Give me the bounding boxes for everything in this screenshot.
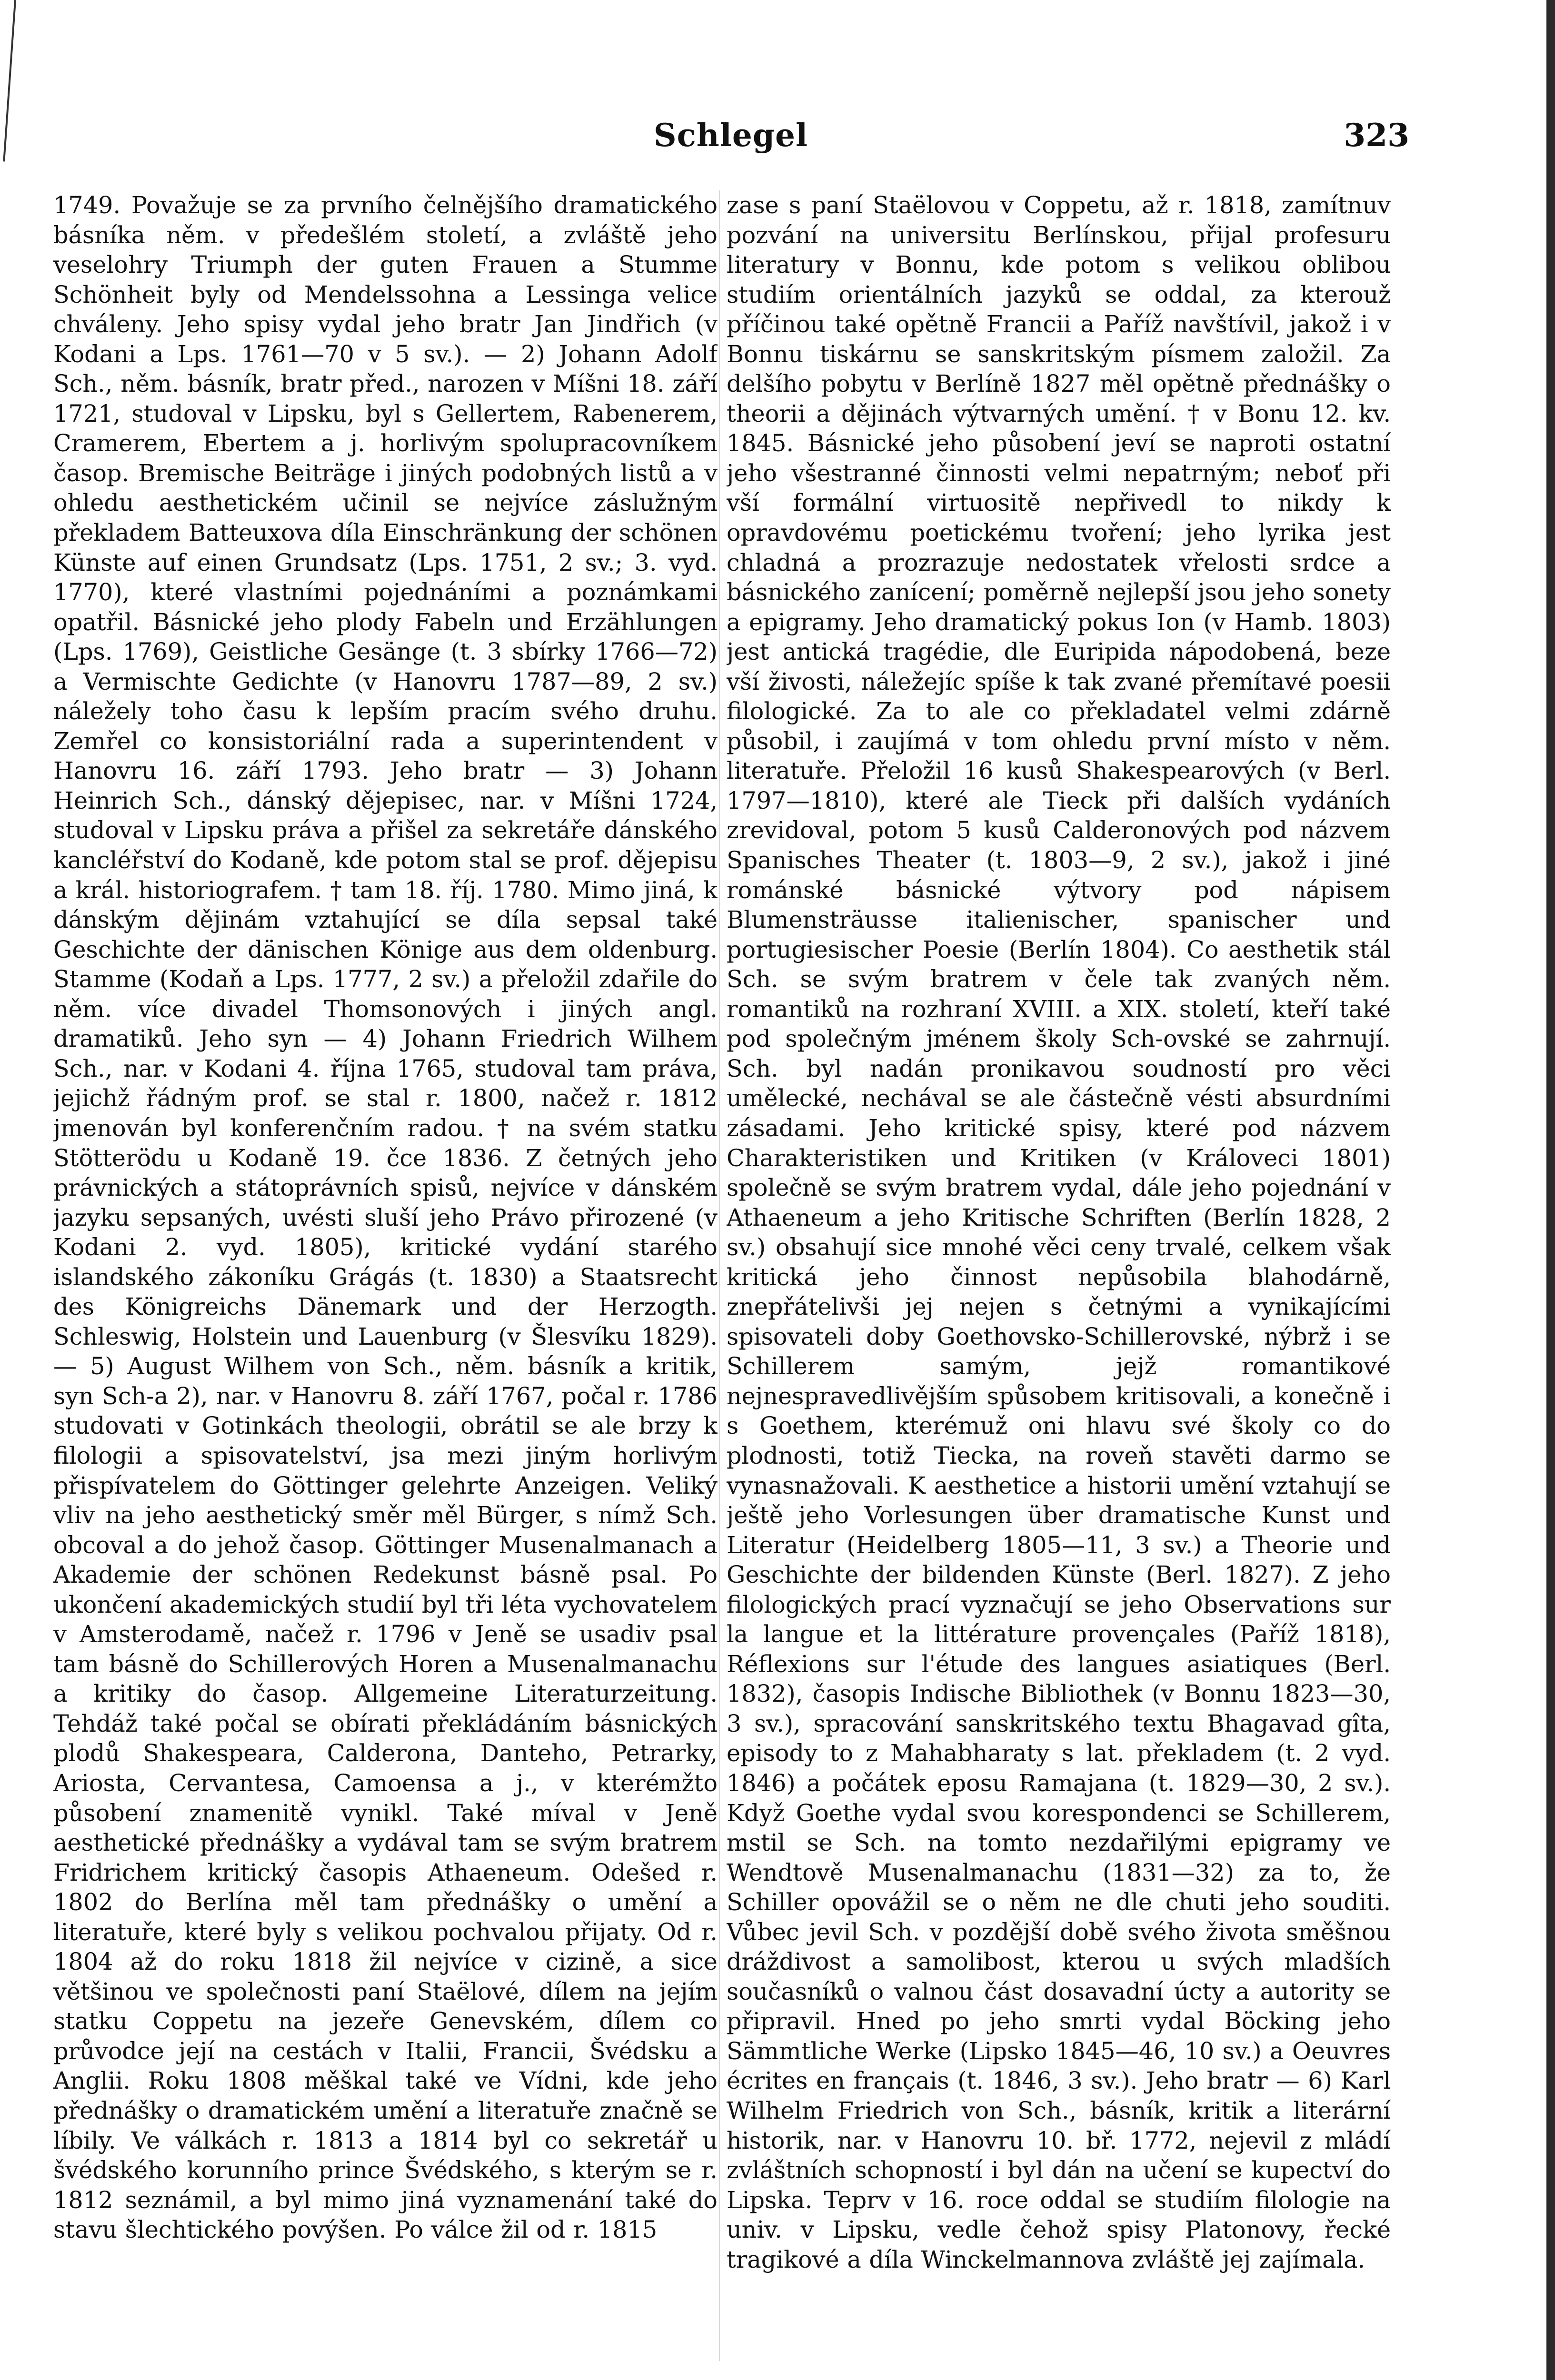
scan-edge [1546, 0, 1555, 2380]
column-divider [719, 190, 720, 2361]
column-text-right: zase s paní Staëlovou v Coppetu, až r. 1818, zamítnuv pozvání na universitu Berlínskou, přijal profesuru literatury v Bonnu, kde potom s velikou oblibou studiím orientálních jazyků se oddal, za kterouž příčinou také opětně Francii a Paříž navštívil, jakož i v Bonnu tiskárnu se sanskritským písmem založil. Za delšího pobytu v Berlíně 1827 měl opětně přednášky o theorii a dějinách výtvarných umění. † v Bonu 12. kv. 1845. Básnické jeho působení jeví se naproti ostatní jeho všestranné činnosti velmi nepatrným; neboť při vší formální virtuositě nepřivedl to nikdy k opravdovému poetickému tvoření; jeho lyrika jest chladná a prozrazuje nedostatek vřelosti srdce a básnického zanícení; poměrně nejlepší jsou jeho sonety a epigramy. Jeho dramatický pokus Ion (v Hamb. 1803) jest antická tragédie, dle Euripida nápodobená, beze vší živosti, náležejíc spíše k tak zvané přemítavé poesii filologické. Za to ale co překladatel velmi zdárně působil, i zaujímá v tom ohledu první místo v něm. literatuře. Přeložil 16 kusů Shakespearových (v Berl. 1797—1810), které ale Tieck při dalších vydáních zrevidoval, potom 5 kusů Calderonových pod názvem Spanisches Theater (t. 1803—9, 2 sv.), jakož i jiné románské básnické výtvory pod nápisem Blumensträusse italienischer, spanischer und portugiesischer Poesie (Berlín 1804). Co aesthetik stál Sch. se svým bratrem v čele tak zvaných něm. romantiků na rozhraní XVIII. a XIX. století, kteří také pod společným jménem školy Sch-ovské se zahrnují. Sch. byl nadán pronikavou soudností pro věci umělecké, nechával se ale částečně vésti absurdními zásadami. Jeho kritické spisy, které pod názvem Charakteristiken und Kritiken (v Královeci 1801) společně se svým bratrem vydal, dále jeho pojednání v Athaeneum a jeho Kritische Schriften (Berlín 1828, 2 sv.) obsahují sice mnohé věci ceny trvalé, celkem však kritická jeho činnost nepůsobila blahodárně, znepřátelivši jej nejen s četnými a vynikajícími spisovateli doby Goethovsko-Schillerovské, nýbrž i se Schillerem samým, jejž romantikové nejnespravedlivějším spůsobem kritisovali, a konečně i s Goethem, kterémuž oni hlavu své školy co do plodnosti, totiž Tiecka, na roveň stavěti darmo se vynasnažovali. K aesthetice a historii umění vztahují se ještě jeho Vorlesungen über dramatische Kunst und Literatur (Heidelberg 1805—11, 3 sv.) a Theorie und Geschichte der bildenden Künste (Berl. 1827). Z jeho filologických prací vyznačují se jeho Observations sur la langue et la littérature provençales (Paříž 1818), Réflexions sur l'étude des langues asiatiques (Berl. 1832), časopis Indische Bibliothek (v Bonnu 1823—30, 3 sv.), spracování sanskritského textu Bhagavad gîta, episody to z Mahabharaty s lat. překladem (t. 2 vyd. 1846) a počátek eposu Ramajana (t. 1829—30, 2 sv.). Když Goethe vydal svou korespondenci se Schillerem, mstil se Sch. na tomto nezdařilými epigramy ve Wendtově Musenalmanachu (1831—32) za to, že Schiller opovážil se o něm ne dle chuti jeho souditi. Vůbec jevil Sch. v pozdější době svého života směšnou dráždivost a samolibost, kterou u svých mladších současníků o valnou část dosavadní úcty a autority se připravil. Hned po jeho smrti vydal Böcking jeho Sämmtliche Werke (Lipsko 1845—46, 10 sv.) a Oeuvres écrites en français (t. 1846, 3 sv.). Jeho bratr — 6) Karl Wilhelm Friedrich von Sch., básník, kritik a literární historik, nar. v Hanovru 10. bř. 1772, nejevil z mládí zvláštních schopností i byl dán na učení se kupectví do Lipska. Teprv v 16. roce oddal se studiím filologie na univ. v Lipsku, vedle čehož spisy Platonovy, řecké tragikové a díla Winckelmannova zvláště jej zajímala. [727, 191, 1391, 2273]
scan-scratch-mark [3, 0, 16, 161]
page-number: 323 [1344, 117, 1409, 154]
page-header [52, 117, 1409, 174]
text-column-right [727, 190, 1391, 2361]
column-text-left: 1749. Považuje se za prvního čelnějšího dramatického básníka něm. v předešlém století, a zvláště jeho veselohry Triumph der guten Frauen a Stumme Schönheit byly od Mendelssohna a Lessinga velice chváleny. Jeho spisy vydal jeho bratr Jan Jindřich (v Kodani a Lps. 1761—70 v 5 sv.). — 2) Johann Adolf Sch., něm. básník, bratr před., narozen v Míšni 18. září 1721, studoval v Lipsku, byl s Gellertem, Rabenerem, Cramerem, Ebertem a j. horlivým spolupracovníkem časop. Bremische Beiträge i jiných podobných listů a v ohledu aesthetickém učinil se nejvíce záslužným překladem Batteuxova díla Einschränkung der schönen Künste auf einen Grundsatz (Lps. 1751, 2 sv.; 3. vyd. 1770), které vlastními pojednáními a poznámkami opatřil. Básnické jeho plody Fabeln und Erzählungen (Lps. 1769), Geistliche Gesänge (t. 3 sbírky 1766—72) a Vermischte Gedichte (v Hanovru 1787—89, 2 sv.) náležely toho času k lepším pracím svého druhu. Zemřel co konsistoriální rada a superintendent v Hanovru 16. září 1793. Jeho bratr — 3) Johann Heinrich Sch., dánský dějepisec, nar. v Míšni 1724, studoval v Lipsku práva a přišel za sekretáře dánského kancléřství do Kodaně, kde potom stal se prof. dějepisu a král. historiografem. † tam 18. říj. 1780. Mimo jiná, k dánským dějinám vztahující se díla sepsal také Geschichte der dänischen Könige aus dem oldenburg. Stamme (Kodaň a Lps. 1777, 2 sv.) a přeložil zdařile do něm. více divadel Thomsonových i jiných angl. dramatiků. Jeho syn — 4) Johann Friedrich Wilhem Sch., nar. v Kodani 4. října 1765, studoval tam práva, jejichž řádným prof. se stal r. 1800, načež r. 1812 jmenován byl konferenčním radou. † na svém statku Stötterödu u Kodaně 19. čce 1836. Z četných jeho právnických a státoprávních spisů, nejvíce v dánském jazyku sepsaných, uvésti sluší jeho Právo přirozené (v Kodani 2. vyd. 1805), kritické vydání starého islandského zákoníku Grágás (t. 1830) a Staatsrecht des Königreichs Dänemark und der Herzogth. Schleswig, Holstein und Lauenburg (v Šlesvíku 1829). — 5) August Wilhem von Sch., něm. básník a kritik, syn Sch-a 2), nar. v Hanovru 8. září 1767, počal r. 1786 studovati v Gotinkách theologii, obrátil se ale brzy k filologii a spisovatelství, jsa mezi jiným horlivým přispívatelem do Göttinger gelehrte Anzeigen. Veliký vliv na jeho aesthetický směr měl Bürger, s nímž Sch. obcoval a do jehož časop. Göttinger Musenalmanach a Akademie der schönen Redekunst básně psal. Po ukončení akademických studií byl tři léta vychovatelem v Amsterodamě, načež r. 1796 v Jeně se usadiv psal tam básně do Schillerových Horen a Musenalmanachu a kritiky do časop. Allgemeine Literaturzeitung. Tehdáž také počal se obírati překládáním básnických plodů Shakespeara, Calderona, Danteho, Petrarky, Ariosta, Cervantesa, Camoensa a j., v kterémžto působení znamenitě vynikl. Také míval v Jeně aesthetické přednášky a vydával tam se svým bratrem Fridrichem kritický časopis Athaeneum. Odešed r. 1802 do Berlína měl tam přednášky o umění a literatuře, které byly s velikou pochvalou přijaty. Od r. 1804 až do roku 1818 žil nejvíce v cizině, a sice většinou ve společnosti paní Staëlové, dílem na jejím statku Coppetu na jezeře Genevském, dílem co průvodce její na cestách v Italii, Francii, Švédsku a Anglii. Roku 1808 měškal také ve Vídni, kde jeho přednášky o dramatickém umění a literatuře značně se líbily. Ve válkách r. 1813 a 1814 byl co sekretář u švédského korunního prince Švédského, s kterým se r. 1812 seznámil, a byl mimo jiná vyznamenání také do stavu šlechtického povýšen. Po válce žil od r. 1815 [53, 191, 718, 2244]
text-column-left [53, 190, 718, 2361]
running-head: Schlegel [653, 117, 808, 154]
